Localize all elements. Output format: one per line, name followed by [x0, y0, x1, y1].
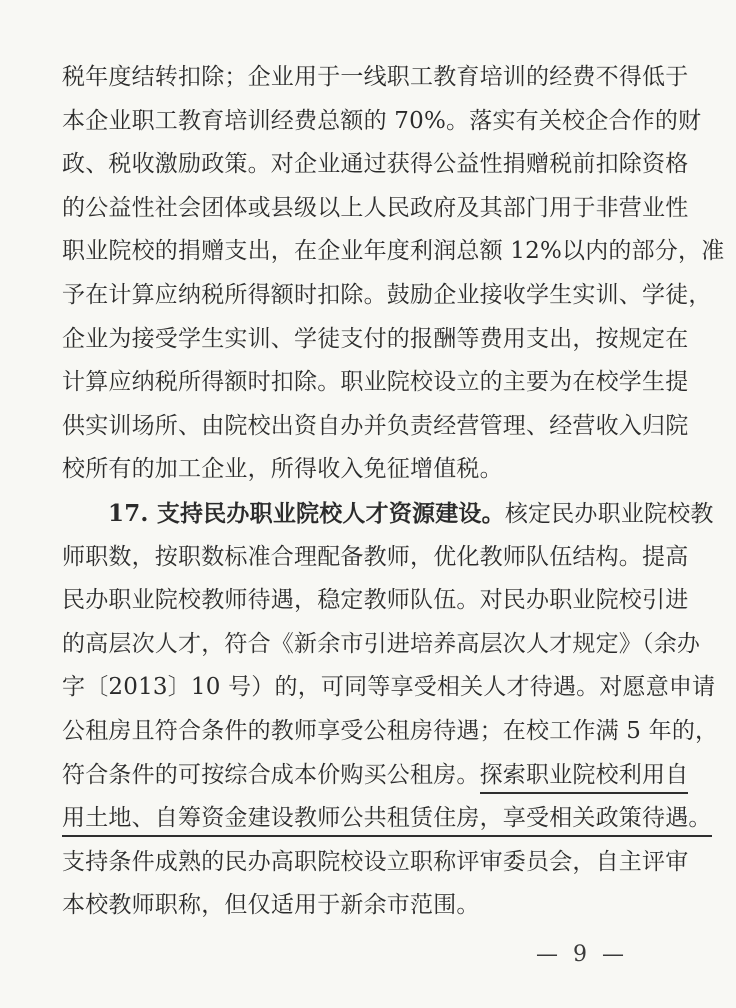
paragraph-line-1: 税年度结转扣除；企业用于一线职工教育培训的经费不得低于: [62, 64, 689, 90]
paragraph-line-4: 的公益性社会团体或县级以上人民政府及其部门用于非营业性: [62, 194, 689, 221]
section-17-line-9: 支持条件成熟的民办高职院校设立职称评审委员会，自主评审: [62, 848, 689, 875]
document-body: [62, 56, 725, 928]
paragraph-line-9: 供实训场所、由院校出资自办并负责经营管理、经营收入归院: [62, 412, 689, 439]
section-17-line-7-plain: 符合条件的可按综合成本价购买公租房。: [62, 761, 480, 788]
section-17-line-5: 字〔2013〕10 号）的，可同等享受相关人才待遇。对愿意申请: [62, 674, 716, 701]
paragraph-line-7: 企业为接受学生实训、学徒支付的报酬等费用支出，按规定在: [62, 325, 689, 352]
paragraph-line-3: 政、税收激励政策。对企业通过获得公益性捐赠税前扣除资格: [62, 151, 689, 178]
section-17-first-line: [62, 492, 714, 536]
section-17-line-10: 本校教师职称，但仅适用于新余市范围。: [62, 892, 480, 919]
paragraph-line-6: 予在计算应纳税所得额时扣除。鼓励企业接收学生实训、学徒，: [62, 281, 712, 308]
section-17-line-8: [62, 797, 712, 841]
section-17-underlined-phrase-start: 探索职业院校利用自: [480, 758, 689, 794]
paragraph-line-5: 职业院校的捐赠支出，在企业年度利润总额 12%以内的部分，准: [62, 238, 725, 265]
section-17-line-4: 的高层次人才，符合《新余市引进培养高层次人才规定》（余办: [62, 630, 701, 657]
section-17-line-1-rest: 核定民办职业院校教: [504, 500, 714, 527]
paragraph-line-2: 本企业职工教育培训经费总额的 70%。落实有关校企合作的财: [62, 107, 702, 134]
section-17-heading: 17. 支持民办职业院校人才资源建设。: [108, 499, 505, 527]
section-17-line-7: [62, 754, 689, 798]
paragraph-line-10: 校所有的加工企业，所得收入免征增值税。: [62, 456, 503, 483]
paragraph-line-8: 计算应纳税所得额时扣除。职业院校设立的主要为在校学生提: [62, 369, 689, 396]
section-17-line-3: 民办职业院校教师待遇，稳定教师队伍。对民办职业院校引进: [62, 587, 689, 614]
section-17-line-6: 公租房且符合条件的教师享受公租房待遇；在校工作满 5 年的，: [62, 717, 719, 744]
page-number: — 9 —: [536, 942, 628, 967]
section-17-line-2: 师职数，按职数标准合理配备教师，优化教师队伍结构。提高: [62, 543, 689, 570]
section-17-underlined-phrase-end: 用土地、自筹资金建设教师公共租赁住房，享受相关政策待遇。: [62, 801, 712, 837]
